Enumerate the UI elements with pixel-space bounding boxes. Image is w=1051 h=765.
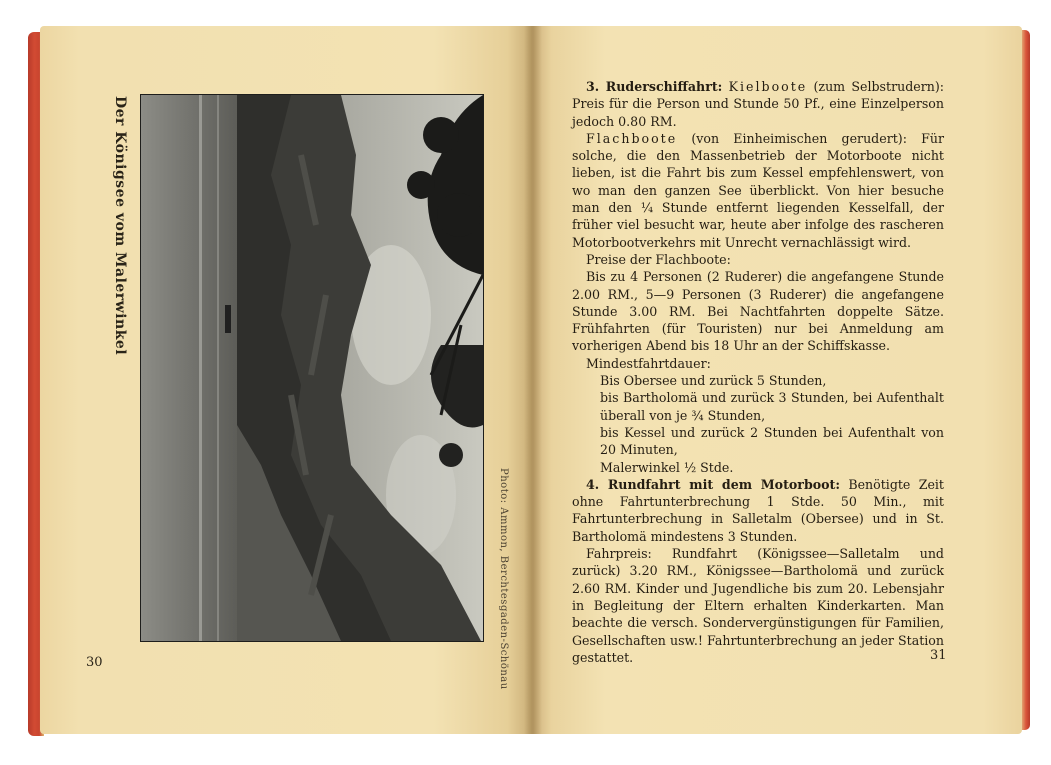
page-number-left: 30 [86,655,103,670]
photo-credit: Photo: Ammon, Berchtesgaden-Schönau [498,468,509,690]
list-item-malerwinkel: Malerwinkel ½ Stde. [600,459,734,475]
photo-caption-title: Der Königsee vom Malerwinkel [112,96,128,356]
paragraph-flachboote [572,130,944,251]
term-flachboote: Flachboote [586,130,678,146]
photo-koenigsee [140,94,484,642]
text-kielboote: (zum Selbstrudern): Preis für die Person und Stunde 50 Pf., eine Einzelperson jedoch 0.80 RM. [572,79,945,129]
heading-rundfahrt: 4. Rundfahrt mit dem Motorboot: [586,476,841,492]
book-gutter [524,26,542,734]
heading-ruderschiffahrt: 3. Ruderschiffahrt: [586,79,723,94]
list-item-bartholomae: bis Bartholomä und zurück 3 Stunden, bei Aufenthalt überall von je ¾ Stunden, [600,390,944,423]
paragraph-rundfahrt [572,476,944,545]
paragraph-ruderschiffahrt [572,78,944,130]
text-flachboote: (von Einheimischen gerudert): Für solche, die den Massenbetrieb der Motorboote nicht lieben, ist die Fahrt bis zum Kessel empfehlenswert, von wo man den ganzen See überblickt. Von hier besuche man den ¼ Stunde entfernt liegenden Kesselfall, der früher viel besucht war, heute aber infolge des rascheren Motorbootverkehrs mit Unrecht vernachlässigt wird. [572,130,944,250]
text-rundfahrt: Benötigte Zeit ohne Fahrtunterbrechung 1 Stde. 50 Min., mit Fahrtunterbrechung in Salletalm (Obersee) und in St. Bartholomä mindestens 3 Stunden. [572,476,944,544]
heading-mindestfahrtdauer: Mindestfahrtdauer: [586,355,711,371]
list-item-obersee: Bis Obersee und zurück 5 Stunden, [600,373,827,389]
right-page-text [572,78,944,666]
term-kielboote: Kielboote [728,79,808,94]
paragraph-preise: Bis zu 4 Personen (2 Ruderer) die angefangene Stunde 2.00 RM., 5—9 Personen (3 Ruderer) die angefangene Stunde 3.00 RM. Bei Nachtfahrten doppelte Sätze. Frühfahrten (für Touristen) nur bei Anmeldung am vorherigen Abend bis 18 Uhr an der Schiffskasse. [572,269,944,354]
paragraph-fahrpreis: Fahrpreis: Rundfahrt (Königssee—Salletalm und zurück) 3.20 RM., Königssee—Bartholomä und zurück 2.60 RM. Kinder und Jugendliche bis zum 20. Lebensjahr in Begleitung der Eltern erhalten Kinderkarten. Man beachte die versch. Sondervergünstigungen für Familien, Gesellschaften usw.! Fahrtunterbrechung an jeder Station gestattet. [572,546,944,665]
heading-preise-flachboote: Preise der Flachboote: [586,251,731,267]
page-number-right: 31 [930,648,947,663]
list-item-kessel: bis Kessel und zurück 2 Stunden bei Aufenthalt von 20 Minuten, [600,424,944,458]
